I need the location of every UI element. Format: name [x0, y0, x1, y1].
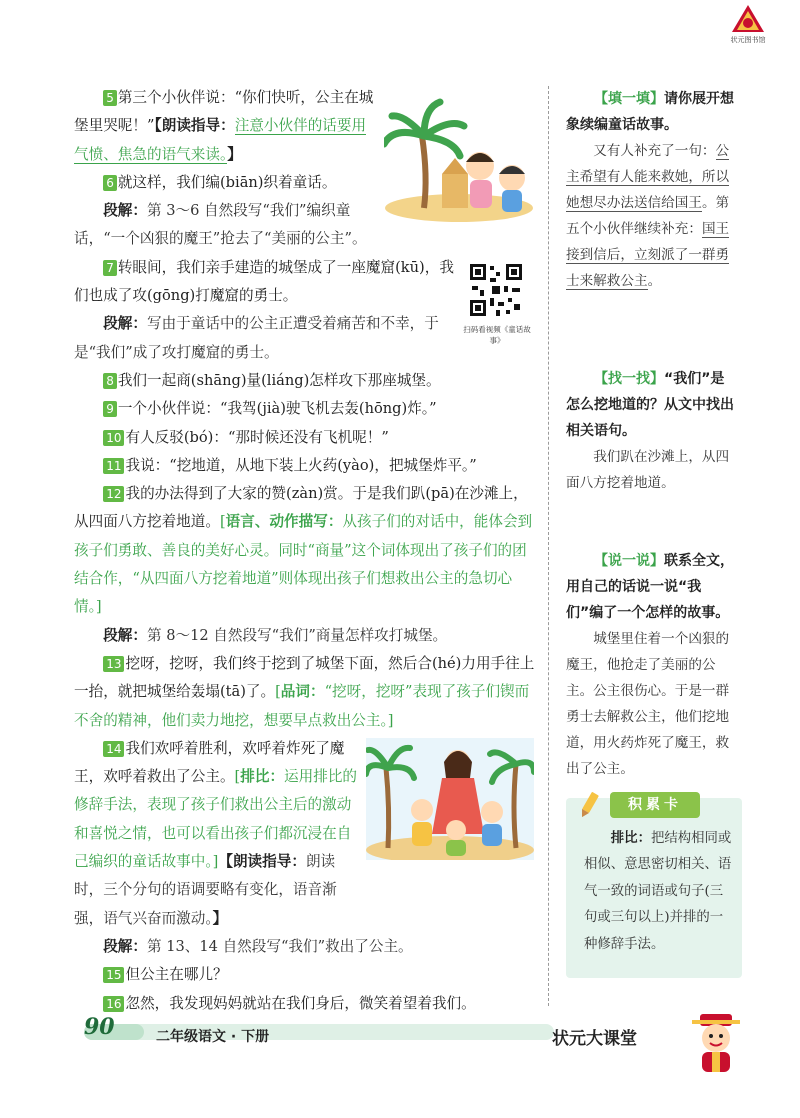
analysis-label: 段解： [103, 315, 147, 333]
paragraph-9 [74, 395, 536, 423]
analysis-text: 第 13、14 自然段写“我们”救出了公主。 [146, 937, 413, 955]
exercise-fill-in [566, 86, 738, 294]
analysis-text: 第 8～12 自然段写“我们”商量怎样攻打城堡。 [146, 626, 448, 644]
column-divider [548, 86, 549, 1006]
accumulation-card [566, 798, 742, 978]
paragraph-text: 忽然，我发现妈妈就站在我们身后，微笑着望着我们。 [125, 994, 476, 1012]
exercise-answer[interactable]: 城堡里住着一个凶狠的魔王，他抢走了美丽的公主。公主很伤心。于是一群勇士去解救公主，他们挖地道，用火药炸死了魔王，救出了公主。 [566, 631, 730, 777]
pencil-icon [574, 790, 604, 820]
analysis-text: 第 3～6 自然段写“我们”编织童话，“一个凶狠的魔王”抢去了“美丽的公主”。 [74, 202, 367, 248]
exercise-prompt: 请你展开想象续编童话故事。 [566, 91, 734, 133]
analysis-label: 段解： [103, 937, 147, 955]
card-body [584, 826, 734, 958]
corner-logo [720, 4, 776, 48]
paragraph-5: 5 第三个小伙伴说：“你们快听，公主在城堡里哭呢！”【朗读指导：注意小伙伴的话要用气愤、焦急的语气来读。】 [74, 89, 374, 163]
paragraph-12: 12 我的办法得到了大家的赞(zàn)赏。于是我们趴(pā)在沙滩上，从四面八方挖着地道。[语言、动作描写：从孩子们的对话中，能体会到孩子们勇敢、善良的美好心灵。同时“商量”这个词体现出了孩子们的团结合作，“从四面八方挖着地道”则体现出孩子们想救出公主的急切心情。] [74, 485, 533, 616]
paragraph-15 [74, 961, 536, 989]
analysis-label: 段解： [103, 626, 147, 644]
paragraph-13: 13 挖呀，挖呀，我们终于挖到了城堡下面，然后合(hé)力用手往上一抬，就把城堡给轰塌(tā)了。[品词：“挖呀，挖呀”表现了孩子们锲而不舍的精神，他们卖力地挖，想要早点救出公主。] [74, 654, 535, 729]
footer-bar [84, 1024, 554, 1040]
paragraph-14: 14 我们欢呼着胜利，欢呼着炸死了魔王，欢呼着救出了公主。[排比：运用排比的修辞手法，表现了孩子们救出公主后的激动和喜悦之情，也可以看出孩子们都沉浸在自己编织的童话故事中。]【朗读指导：朗读时，三个分句的语调要略有变化，语音渐强，语气兴奋而激动。】 [74, 739, 358, 927]
paragraph-text: 挖呀，挖呀，我们终于挖到了城堡下面，然后合(hé)力用手往上一抬，就把城堡给轰塌(tā)了。 [74, 654, 535, 701]
exercise-prompt: 联系全文，用自己的话说一说“我们”编了一个怎样的故事。 [566, 553, 734, 621]
paragraph-text: 一个小伙伴说：“我驾(jià)驶飞机去轰(hōng)炸。” [117, 400, 437, 418]
paragraph-text: 有人反驳(bó)：“那时候还没有飞机呢！” [125, 428, 389, 446]
annotation-text: 从孩子们的对话中，能体会到孩子们勇敢、善良的美好心灵。同时“商量”这个词体现出了孩子们的团结合作，“从四面八方挖着地道”则体现出孩子们想救出公主的急切心情。 [74, 513, 533, 616]
corner-logo-caption: 状元图书馆 [730, 36, 766, 44]
analysis-label: 段解： [103, 202, 147, 220]
paragraph-text: 但公主在哪儿？ [125, 966, 228, 984]
paragraph-analysis-4 [74, 933, 536, 961]
exercise-find [566, 366, 738, 496]
exercise-tag: 【说一说】 [594, 553, 664, 569]
paragraph-text: 转眼间，我们亲手建造的城堡成了一座魔窟(kū)，我们也成了攻(gōng)打魔窟的勇士。 [74, 258, 454, 305]
scholar-mascot-icon [690, 1012, 742, 1074]
reading-guide-text: 注意小伙伴的话要用气愤、焦急的语气来读。 [74, 117, 367, 163]
main-text-column [74, 84, 536, 1018]
paragraph-number: 15 [103, 967, 124, 983]
paragraph-number: 14 [103, 741, 124, 757]
paragraph-number: 10 [103, 430, 124, 446]
brand-logo-icon [731, 4, 765, 34]
answer-blank-2[interactable]: 国王接到信后，立刻派了一群勇士来解救公主 [566, 221, 730, 289]
answer-blank-1[interactable]: 公主希望有人能来救她，所以她想尽办法送信给国王 [566, 143, 730, 211]
paragraph-text: 我们一起商(shāng)量(liáng)怎样攻下那座城堡。 [117, 371, 441, 389]
paragraph-number: 16 [103, 996, 124, 1012]
paragraph-analysis-2 [74, 310, 460, 367]
paragraph-text: 我的办法得到了大家的赞(zàn)赏。于是我们趴(pā)在沙滩上，从四面八方挖着地道。 [74, 485, 528, 531]
series-brand: 状元大课堂 [552, 1029, 637, 1049]
paragraph-10 [74, 424, 536, 452]
paragraph-analysis-3 [74, 622, 536, 650]
reading-guide-label: 朗读指导： [161, 117, 235, 135]
paragraph-7 [74, 254, 460, 311]
exercise-answer[interactable]: 我们趴在沙滩上，从四面八方挖着地道。 [566, 449, 730, 491]
paragraph-number: 7 [103, 260, 117, 276]
card-definition: 把结构相同或相似、意思密切相关、语气一致的词语或句子(三句或三句以上)并排的一种修辞手法。 [584, 831, 732, 952]
paragraph-11 [74, 452, 536, 480]
paragraph-number: 11 [103, 458, 124, 474]
annotation-text: 运用排比的修辞手法，表现了孩子们救出公主后的激动和喜悦之情，也可以看出孩子们都沉浸在自己编织的童话故事中。 [74, 768, 358, 871]
paragraph-8 [74, 367, 536, 395]
reading-guide-label: 朗读指导： [232, 853, 306, 871]
paragraph-number: 13 [103, 656, 124, 672]
page-number: 90 [84, 1014, 115, 1040]
paragraph-text: 就这样，我们编(biān)织着童话。 [117, 173, 337, 191]
paragraph-analysis-1 [74, 197, 374, 254]
paragraph-text: 我说：“挖地道，从地下装上火药(yào)，把城堡炸平。” [125, 456, 477, 474]
exercise-say [566, 548, 738, 782]
book-title: 二年级语文 · 下册 [156, 1029, 270, 1045]
card-title: 积累卡 [610, 792, 700, 818]
paragraph-number: 8 [103, 373, 117, 389]
paragraph-number: 12 [103, 486, 124, 502]
exercise-answer: 又有人补充了一句：公主希望有人能来救她，所以她想尽办法送信给国王。第五个小伙伴继续补充：国王接到信后，立刻派了一群勇士来解救公主。 [566, 143, 730, 289]
exercise-prompt: “我们”是怎么挖地道的？从文中找出相关语句。 [566, 371, 734, 439]
exercise-tag: 【找一找】 [594, 371, 664, 387]
paragraph-number: 5 [103, 90, 117, 106]
card-term: 排比： [610, 831, 651, 846]
annotation-label: 品词： [280, 683, 325, 701]
paragraph-text: 我们欢呼着胜利，欢呼着炸死了魔王，欢呼着救出了公主。 [74, 739, 345, 786]
analysis-text: 写由于童话中的公主正遭受着痛苦和不幸，于是“我们”成了攻打魔窟的勇士。 [74, 315, 439, 361]
reading-guide-text: 朗读时，三个分句的语调要略有变化，语音渐强，语气兴奋而激动。 [74, 853, 337, 927]
paragraph-number: 9 [103, 401, 117, 417]
paragraph-text: 第三个小伙伴说：“你们快听，公主在城堡里哭呢！” [74, 89, 374, 135]
annotation-label: 排比： [240, 768, 285, 786]
qr-caption: 扫码看视频《童话故事》 [463, 325, 531, 345]
annotation-label: 语言、动作描写： [225, 513, 343, 531]
paragraph-number: 6 [103, 175, 117, 191]
paragraph-16 [74, 990, 536, 1018]
exercise-tag: 【填一填】 [594, 91, 664, 107]
paragraph-6 [74, 169, 374, 197]
annotation-text: “挖呀，挖呀”表现了孩子们锲而不舍的精神，他们卖力地挖，想要早点救出公主。 [74, 683, 530, 729]
